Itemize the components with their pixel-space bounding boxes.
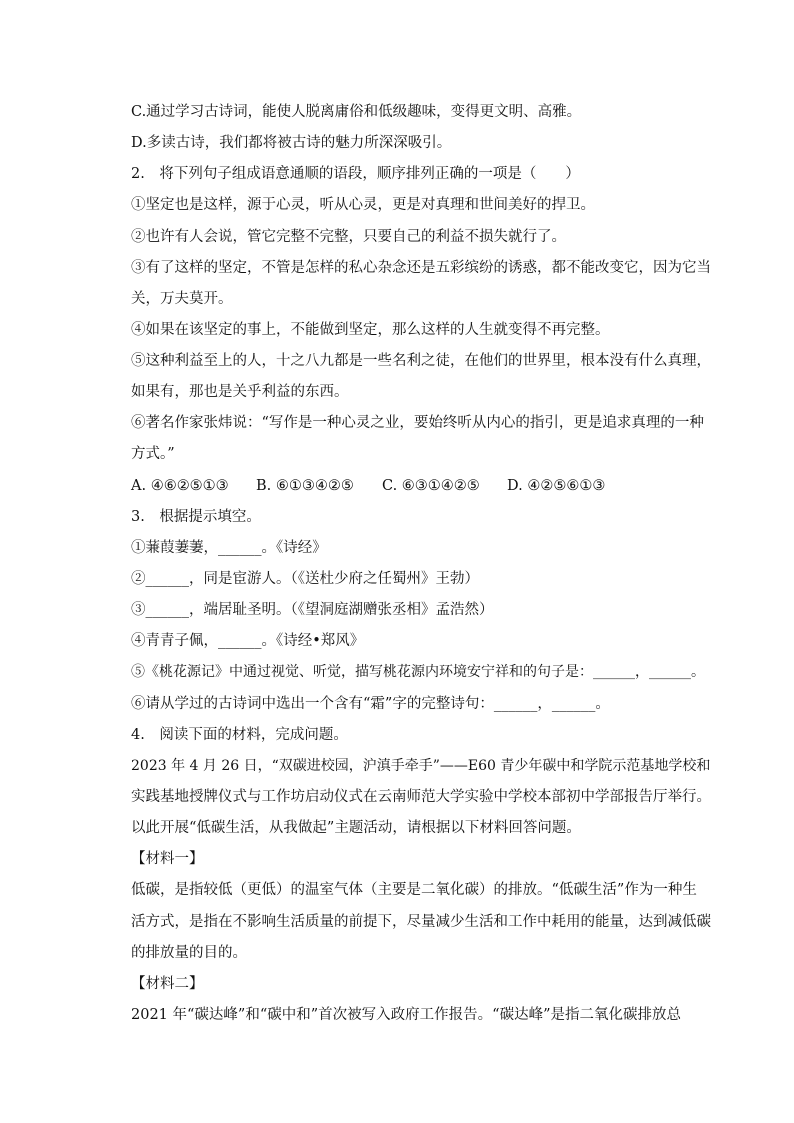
- q3-item-4: ④青青子佩，______。《诗经•郑风》: [131, 633, 365, 649]
- q3-item-6: ⑥请从学过的古诗词中选出一个含有“霜”字的完整诗句：______，______。: [131, 696, 610, 712]
- q3-item-5: ⑤《桃花源记》中通过视觉、听觉，描写桃花源内环境安宁祥和的句子是：______，______。: [131, 664, 705, 680]
- q1-option-d: D.多读古诗，我们都将被古诗的魅力所深深吸引。: [131, 135, 452, 151]
- q2-stem: 2. 将下列句子组成语意通顺的语段，顺序排列正确的一项是（ ）: [131, 166, 580, 182]
- q4-intro-3: 以此开展“低碳生活，从我做起”主题活动，请根据以下材料回答问题。: [131, 820, 581, 836]
- material-1-line-3: 的排放量的目的。: [131, 945, 247, 961]
- q4-intro-2: 实践基地授牌仪式与工作坊启动仪式在云南师范大学实验中学校本部初中学部报告厅举行。: [131, 789, 711, 805]
- q3-stem: 3. 根据提示填空。: [131, 509, 261, 525]
- q4-intro-1: 2023 年 4 月 26 日，“双碳进校园，沪滇手牵手”——E60 青少年碳中和学院示范基地学校和: [131, 758, 711, 774]
- q2-options: [131, 476, 711, 496]
- q2-option-c: C. ⑥③①④②⑤: [382, 478, 480, 494]
- q2-option-a: A. ④⑥②⑤①③: [131, 478, 229, 494]
- q2-sentence-4: ④如果在该坚定的事上，不能做到坚定，那么这样的人生就变得不再完整。: [131, 322, 610, 338]
- q2-sentence-5-cont: 如果有，那也是关乎利益的东西。: [131, 384, 349, 400]
- q3-item-1: ①蒹葭萋萋，______。《诗经》: [131, 540, 327, 556]
- q2-sentence-6-cont: 方式。”: [131, 446, 175, 462]
- q2-option-d: D. ④②⑤⑥①③: [507, 478, 606, 494]
- material-1-line-1: 低碳，是指较低（更低）的温室气体（主要是二氧化碳）的排放。“低碳生活”作为一种生: [131, 882, 697, 898]
- material-1-line-2: 活方式，是指在不影响生活质量的前提下，尽量减少生活和工作中耗用的能量，达到减低碳: [131, 914, 711, 930]
- q2-sentence-1: ①坚定也是这样，源于心灵，听从心灵，更是对真理和世间美好的捍卫。: [131, 197, 595, 213]
- q3-item-3: ③______，端居耻圣明。（《望洞庭湖赠张丞相》孟浩然）: [131, 602, 494, 618]
- q2-sentence-2: ②也许有人会说，管它完整不完整，只要自己的利益不损失就行了。: [131, 229, 566, 245]
- q2-sentence-5: ⑤这种利益至上的人，十之八九都是一些名利之徒，在他们的世界里，根本没有什么真理，: [131, 353, 711, 369]
- material-2-line-1: 2021 年“碳达峰”和“碳中和”首次被写入政府工作报告。“碳达峰”是指二氧化碳排放总: [131, 1007, 681, 1023]
- material-2-title: 【材料二】: [131, 976, 204, 992]
- q2-sentence-3: ③有了这样的坚定，不管是怎样的私心杂念还是五彩缤纷的诱惑，都不能改变它，因为它当: [131, 260, 711, 276]
- material-1-title: 【材料一】: [131, 851, 204, 867]
- q2-sentence-6: ⑥著名作家张炜说：“写作是一种心灵之业，要始终听从内心的指引，更是追求真理的一种: [131, 415, 704, 431]
- q3-item-2: ②______，同是宦游人。（《送杜少府之任蜀州》王勃）: [131, 571, 479, 587]
- q1-option-c: C.通过学习古诗词，能使人脱离庸俗和低级趣味，变得更文明、高雅。: [131, 104, 582, 120]
- q2-sentence-3-cont: 关，万夫莫开。: [131, 291, 233, 307]
- q4-stem: 4. 阅读下面的材料，完成问题。: [131, 727, 348, 743]
- q2-option-b: B. ⑥①③④②⑤: [256, 478, 354, 494]
